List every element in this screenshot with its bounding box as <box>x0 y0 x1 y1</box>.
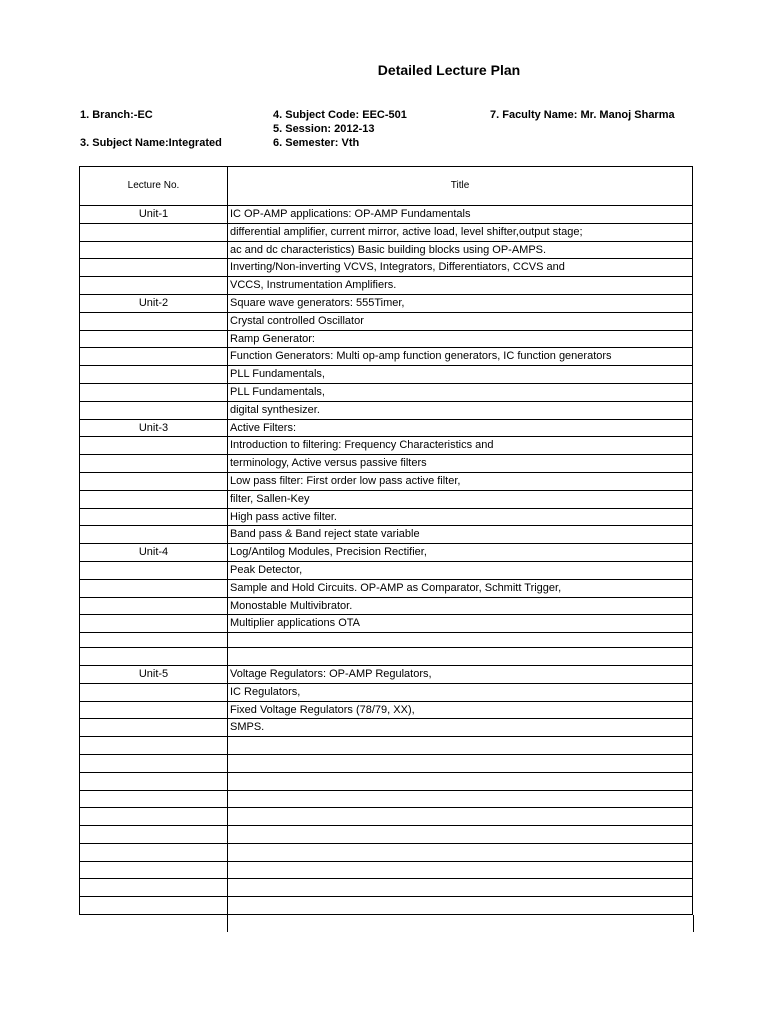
lecture-no-cell <box>80 701 228 719</box>
lecture-no-cell <box>80 401 228 419</box>
lecture-no-header: Lecture No. <box>80 167 228 206</box>
table-row <box>80 579 693 597</box>
table-row <box>80 648 693 666</box>
title-cell: Sample and Hold Circuits. OP-AMP as Comparator, Schmitt Trigger, <box>228 579 693 597</box>
title-cell <box>228 808 693 826</box>
title-cell: High pass active filter. <box>228 508 693 526</box>
title-cell: differential amplifier, current mirror, active load, level shifter,output stage; <box>228 223 693 241</box>
title-cell <box>228 737 693 755</box>
title-cell: Crystal controlled Oscillator <box>228 312 693 330</box>
title-cell: Log/Antilog Modules, Precision Rectifier, <box>228 544 693 562</box>
lecture-no-cell: Unit-2 <box>80 294 228 312</box>
title-cell: Peak Detector, <box>228 561 693 579</box>
title-cell: SMPS. <box>228 719 693 737</box>
lecture-no-cell: Unit-1 <box>80 206 228 224</box>
title-cell <box>228 790 693 808</box>
title-header: Title <box>228 167 693 206</box>
table-row <box>80 597 693 615</box>
title-cell: Voltage Regulators: OP-AMP Regulators, <box>228 665 693 683</box>
lecture-no-cell: Unit-5 <box>80 665 228 683</box>
subject-name-label: 3. Subject Name:Integrated <box>80 137 222 149</box>
lecture-no-cell: Unit-3 <box>80 419 228 437</box>
table-row <box>80 490 693 508</box>
title-cell <box>228 861 693 879</box>
table-row <box>80 419 693 437</box>
branch-label: 1. Branch:-EC <box>80 109 153 121</box>
table-row <box>80 754 693 772</box>
session-label: 5. Session: 2012-13 <box>273 123 375 135</box>
table-tail <box>227 915 694 932</box>
table-row <box>80 241 693 259</box>
table-row <box>80 526 693 544</box>
table-row <box>80 401 693 419</box>
table-row <box>80 772 693 790</box>
title-cell: IC Regulators, <box>228 683 693 701</box>
page-title: Detailed Lecture Plan <box>377 62 521 78</box>
lecture-no-cell <box>80 683 228 701</box>
lecture-no-cell <box>80 241 228 259</box>
table-row <box>80 615 693 633</box>
lecture-no-cell <box>80 772 228 790</box>
title-cell: terminology, Active versus passive filters <box>228 455 693 473</box>
table-row <box>80 790 693 808</box>
table-row <box>80 348 693 366</box>
title-cell: Introduction to filtering: Frequency Characteristics and <box>228 437 693 455</box>
table-row <box>80 737 693 755</box>
table-row <box>80 897 693 915</box>
table-body-continued <box>80 633 693 915</box>
lecture-no-cell <box>80 843 228 861</box>
title-cell <box>228 897 693 915</box>
title-cell <box>228 754 693 772</box>
lecture-no-cell <box>80 790 228 808</box>
lecture-no-cell <box>80 561 228 579</box>
lecture-no-cell <box>80 348 228 366</box>
title-cell <box>228 772 693 790</box>
title-cell: Fixed Voltage Regulators (78/79, XX), <box>228 701 693 719</box>
title-cell: IC OP-AMP applications: OP-AMP Fundamentals <box>228 206 693 224</box>
title-cell: VCCS, Instrumentation Amplifiers. <box>228 277 693 295</box>
lecture-no-cell <box>80 223 228 241</box>
lecture-no-cell <box>80 897 228 915</box>
table-row <box>80 383 693 401</box>
table-row <box>80 508 693 526</box>
lecture-no-cell <box>80 366 228 384</box>
table-row <box>80 861 693 879</box>
title-cell: PLL Fundamentals, <box>228 383 693 401</box>
lecture-no-cell <box>80 808 228 826</box>
title-cell: Band pass & Band reject state variable <box>228 526 693 544</box>
table-row <box>80 561 693 579</box>
table-row <box>80 206 693 224</box>
table-row <box>80 683 693 701</box>
table-row <box>80 544 693 562</box>
table-row <box>80 277 693 295</box>
table-header-row <box>80 167 693 206</box>
title-cell: PLL Fundamentals, <box>228 366 693 384</box>
lecture-no-cell <box>80 437 228 455</box>
lecture-no-cell <box>80 826 228 844</box>
title-cell: filter, Sallen-Key <box>228 490 693 508</box>
title-cell: Inverting/Non-inverting VCVS, Integrators, Differentiators, CCVS and <box>228 259 693 277</box>
lecture-no-cell <box>80 597 228 615</box>
table-row <box>80 437 693 455</box>
lecture-no-cell <box>80 472 228 490</box>
table-row <box>80 366 693 384</box>
lecture-no-cell <box>80 490 228 508</box>
table-row <box>80 472 693 490</box>
title-cell <box>228 843 693 861</box>
table-body <box>80 206 693 633</box>
lecture-no-cell <box>80 737 228 755</box>
faculty-name-label: 7. Faculty Name: Mr. Manoj Sharma <box>490 109 675 121</box>
lecture-no-cell <box>80 277 228 295</box>
spacer-cell <box>228 633 693 648</box>
spacer-cell <box>80 633 228 648</box>
lecture-no-cell: Unit-4 <box>80 544 228 562</box>
lecture-no-cell <box>80 508 228 526</box>
title-cell: Ramp Generator: <box>228 330 693 348</box>
lecture-no-cell <box>80 754 228 772</box>
table-row <box>80 843 693 861</box>
title-cell <box>228 826 693 844</box>
title-cell: Low pass filter: First order low pass active filter, <box>228 472 693 490</box>
title-cell <box>228 648 693 666</box>
title-cell: digital synthesizer. <box>228 401 693 419</box>
table-row <box>80 701 693 719</box>
lecture-no-cell <box>80 259 228 277</box>
spacer-row <box>80 633 693 648</box>
table-row <box>80 719 693 737</box>
title-cell: Monostable Multivibrator. <box>228 597 693 615</box>
table-row <box>80 259 693 277</box>
table-row <box>80 808 693 826</box>
table-row <box>80 294 693 312</box>
title-cell: Active Filters: <box>228 419 693 437</box>
title-cell: Multiplier applications OTA <box>228 615 693 633</box>
lecture-no-cell <box>80 861 228 879</box>
table-row <box>80 455 693 473</box>
table-row <box>80 223 693 241</box>
lecture-no-cell <box>80 526 228 544</box>
lecture-no-cell <box>80 648 228 666</box>
table-row <box>80 879 693 897</box>
lecture-no-cell <box>80 312 228 330</box>
table-row <box>80 665 693 683</box>
lecture-no-cell <box>80 719 228 737</box>
table-row <box>80 330 693 348</box>
lecture-no-cell <box>80 879 228 897</box>
table-row <box>80 312 693 330</box>
semester-label: 6. Semester: Vth <box>273 137 360 149</box>
lecture-no-cell <box>80 455 228 473</box>
lecture-no-cell <box>80 330 228 348</box>
title-cell: ac and dc characteristics) Basic building blocks using OP-AMPS. <box>228 241 693 259</box>
subject-code-label: 4. Subject Code: EEC-501 <box>273 109 407 121</box>
lecture-no-cell <box>80 615 228 633</box>
title-cell <box>228 879 693 897</box>
lecture-no-cell <box>80 579 228 597</box>
title-cell: Square wave generators: 555Timer, <box>228 294 693 312</box>
table-row <box>80 826 693 844</box>
lecture-plan-table <box>79 166 693 915</box>
lecture-no-cell <box>80 383 228 401</box>
title-cell: Function Generators: Multi op-amp function generators, IC function generators <box>228 348 693 366</box>
